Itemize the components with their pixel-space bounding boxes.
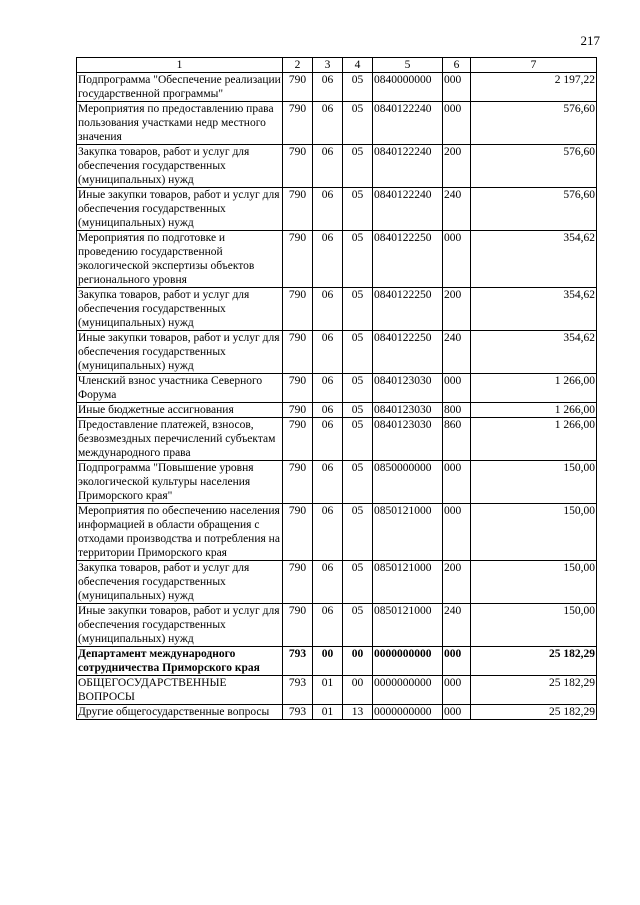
row-subsection-cell: 05 (343, 73, 373, 102)
row-amount-cell: 1 266,00 (471, 374, 597, 403)
row-subsection-cell: 05 (343, 188, 373, 231)
row-code-cell: 790 (283, 288, 313, 331)
row-target-article-cell: 0840122250 (373, 231, 443, 288)
row-name-cell: Иные закупки товаров, работ и услуг для обеспечения государственных (муниципальных) нужд (77, 331, 283, 374)
budget-table (76, 57, 597, 720)
row-section-cell: 06 (313, 604, 343, 647)
row-target-article-cell: 0840123030 (373, 418, 443, 461)
row-name-cell: Подпрограмма "Обеспечение реализации государственной программы" (78, 74, 281, 100)
row-target-article-cell: 0840122240 (373, 188, 443, 231)
row-subsection-cell: 05 (343, 403, 373, 418)
table-row (77, 504, 597, 561)
row-target-article-cell: 0840123030 (373, 374, 443, 403)
row-expense-type-cell: 800 (443, 403, 471, 418)
row-name-cell: Закупка товаров, работ и услуг для обеспечения государственных (муниципальных) нужд (77, 561, 283, 604)
table-row (77, 188, 597, 231)
table-row (77, 145, 597, 188)
row-amount-cell: 25 182,29 (471, 676, 597, 705)
row-name-cell: Департамент международного сотрудничества Приморского края (77, 647, 283, 676)
table-row (77, 374, 597, 403)
row-expense-type-cell: 000 (443, 231, 471, 288)
row-code-cell: 790 (283, 461, 313, 504)
row-name-cell: Членский взнос участника Северного Форума (77, 374, 283, 403)
row-target-article-cell: 0850121000 (373, 504, 443, 561)
row-name-cell: Предоставление платежей, взносов, безвозмездных перечислений субъектам международного права (77, 418, 283, 461)
row-target-article-cell: 0000000000 (373, 676, 443, 705)
row-code-cell: 790 (283, 188, 313, 231)
row-name-cell: Иные закупки товаров, работ и услуг для обеспечения государственных (муниципальных) нужд (77, 188, 283, 231)
header-cell: 2 (283, 58, 313, 73)
row-expense-type-cell: 000 (443, 73, 471, 102)
row-amount-cell: 576,60 (471, 145, 597, 188)
row-subsection-cell: 05 (343, 331, 373, 374)
table-row (77, 331, 597, 374)
table-row (77, 647, 597, 676)
row-amount-cell: 25 182,29 (471, 647, 597, 676)
row-expense-type-cell: 240 (443, 604, 471, 647)
row-name-cell: Мероприятия по обеспечению населения информацией в области обращения с отходами производства и потребления на территории Приморского края (77, 504, 283, 561)
row-target-article-cell: 0840122240 (373, 145, 443, 188)
row-name-cell: Закупка товаров, работ и услуг для обеспечения государственных (муниципальных) нужд (77, 145, 283, 188)
row-subsection-cell: 05 (343, 102, 373, 145)
row-code-cell: 790 (283, 604, 313, 647)
row-code-cell: 793 (283, 647, 313, 676)
row-subsection-cell: 05 (343, 374, 373, 403)
row-section-cell: 06 (313, 145, 343, 188)
row-name-cell: ОБЩЕГОСУДАРСТВЕННЫЕ ВОПРОСЫ (77, 676, 283, 705)
row-subsection-cell: 00 (343, 676, 373, 705)
table-row (77, 403, 597, 418)
row-section-cell: 06 (313, 331, 343, 374)
row-section-cell: 06 (313, 461, 343, 504)
row-amount-cell: 576,60 (471, 188, 597, 231)
row-target-article-cell: 0850121000 (373, 561, 443, 604)
row-expense-type-cell: 000 (443, 374, 471, 403)
row-amount-cell: 2 197,22 (471, 73, 597, 102)
row-expense-type-cell: 000 (443, 504, 471, 561)
row-target-article-cell: 0840122250 (373, 331, 443, 374)
row-section-cell: 06 (313, 102, 343, 145)
table-row (77, 418, 597, 461)
row-amount-cell: 354,62 (471, 331, 597, 374)
row-expense-type-cell: 200 (443, 561, 471, 604)
row-section-cell: 06 (313, 73, 343, 102)
row-code-cell: 790 (283, 561, 313, 604)
row-name-cell: Мероприятия по подготовке и проведению государственной экологической экспертизы объектов регионального уровня (77, 231, 283, 288)
row-expense-type-cell: 000 (443, 647, 471, 676)
row-amount-cell: 150,00 (471, 504, 597, 561)
row-name-cell: Иные закупки товаров, работ и услуг для обеспечения государственных (муниципальных) нужд (77, 604, 283, 647)
row-expense-type-cell: 000 (443, 461, 471, 504)
row-code-cell: 793 (283, 705, 313, 720)
row-target-article-cell: 0840123030 (373, 403, 443, 418)
row-subsection-cell: 05 (343, 561, 373, 604)
row-target-article-cell: 0850121000 (373, 604, 443, 647)
row-name-cell: Иные бюджетные ассигнования (77, 403, 283, 418)
row-code-cell: 790 (283, 73, 313, 102)
row-amount-cell: 150,00 (471, 604, 597, 647)
row-expense-type-cell: 240 (443, 188, 471, 231)
row-amount-cell: 150,00 (471, 561, 597, 604)
row-subsection-cell: 05 (343, 231, 373, 288)
table-row (77, 231, 597, 288)
row-subsection-cell: 00 (343, 647, 373, 676)
row-section-cell: 06 (313, 504, 343, 561)
header-cell: 3 (313, 58, 343, 73)
header-cell: 4 (343, 58, 373, 73)
row-subsection-cell: 05 (343, 604, 373, 647)
row-code-cell: 790 (283, 418, 313, 461)
row-code-cell: 790 (283, 403, 313, 418)
table-header-row (77, 58, 597, 73)
row-section-cell: 06 (313, 374, 343, 403)
table-row (77, 676, 597, 705)
row-expense-type-cell: 000 (443, 676, 471, 705)
header-cell: 5 (373, 58, 443, 73)
row-subsection-cell: 13 (343, 705, 373, 720)
row-amount-cell: 1 266,00 (471, 403, 597, 418)
row-code-cell: 790 (283, 331, 313, 374)
row-amount-cell: 150,00 (471, 461, 597, 504)
row-name-cell: Подпрограмма "Повышение уровня экологической культуры населения Приморского края" (77, 461, 283, 504)
row-target-article-cell: 0840122240 (373, 102, 443, 145)
row-code-cell: 790 (283, 374, 313, 403)
row-code-cell: 790 (283, 102, 313, 145)
row-subsection-cell: 05 (343, 288, 373, 331)
row-target-article-cell: 0000000000 (373, 705, 443, 720)
row-code-cell: 793 (283, 676, 313, 705)
row-subsection-cell: 05 (343, 418, 373, 461)
row-name-cell: Мероприятия по предоставлению права пользования участками недр местного значения (77, 102, 283, 145)
header-cell: 7 (471, 58, 597, 73)
table-row (77, 288, 597, 331)
row-expense-type-cell: 240 (443, 331, 471, 374)
row-section-cell: 00 (313, 647, 343, 676)
header-cell: 1 (77, 58, 283, 73)
row-expense-type-cell: 000 (443, 705, 471, 720)
row-amount-cell: 576,60 (471, 102, 597, 145)
row-section-cell: 01 (313, 705, 343, 720)
row-code-cell: 790 (283, 145, 313, 188)
row-section-cell: 06 (313, 561, 343, 604)
row-expense-type-cell: 200 (443, 145, 471, 188)
row-expense-type-cell: 860 (443, 418, 471, 461)
page-number: 217 (580, 33, 600, 48)
row-expense-type-cell: 200 (443, 288, 471, 331)
row-subsection-cell: 05 (343, 145, 373, 188)
row-amount-cell: 1 266,00 (471, 418, 597, 461)
row-target-article-cell: 0840122250 (373, 288, 443, 331)
header-cell: 6 (443, 58, 471, 73)
table-row (77, 102, 597, 145)
row-amount-cell: 25 182,29 (471, 705, 597, 720)
table-row (77, 561, 597, 604)
row-section-cell: 06 (313, 288, 343, 331)
row-subsection-cell: 05 (343, 461, 373, 504)
row-section-cell: 01 (313, 676, 343, 705)
table-row (77, 705, 597, 720)
row-section-cell: 06 (313, 403, 343, 418)
row-code-cell: 790 (283, 504, 313, 561)
row-target-article-cell: 0840000000 (373, 73, 443, 102)
row-subsection-cell: 05 (343, 504, 373, 561)
row-section-cell: 06 (313, 418, 343, 461)
row-amount-cell: 354,62 (471, 288, 597, 331)
row-name-cell: Закупка товаров, работ и услуг для обеспечения государственных (муниципальных) нужд (77, 288, 283, 331)
row-section-cell: 06 (313, 231, 343, 288)
row-target-article-cell: 0850000000 (373, 461, 443, 504)
table-row (77, 461, 597, 504)
row-amount-cell: 354,62 (471, 231, 597, 288)
row-section-cell: 06 (313, 188, 343, 231)
row-code-cell: 790 (283, 231, 313, 288)
table-row (77, 73, 597, 102)
table-row (77, 604, 597, 647)
row-name-cell: Другие общегосударственные вопросы (77, 705, 283, 720)
row-target-article-cell: 0000000000 (373, 647, 443, 676)
row-expense-type-cell: 000 (443, 102, 471, 145)
